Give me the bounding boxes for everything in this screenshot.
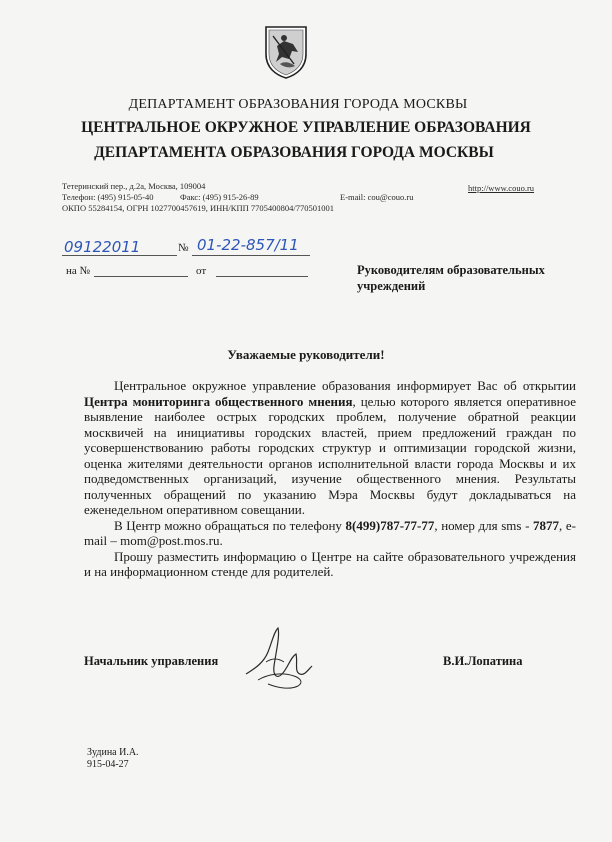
contact-email: E-mail: cou@couo.ru: [340, 192, 414, 202]
contact-url[interactable]: http://www.couo.ru: [468, 183, 535, 193]
sms-number: 7877: [533, 517, 560, 533]
addressee-line-2: учреждений: [357, 279, 426, 293]
contact-codes: ОКПО 55284154, ОГРН 1027700457619, ИНН/КПП 7705400804/770501001: [62, 203, 334, 213]
center-name: Центра мониторинга общественного мнения: [84, 393, 353, 409]
signer-title: Начальник управления: [84, 654, 219, 668]
addressee-line-1: Руководителям образовательных: [357, 263, 545, 277]
department-name: ДЕПАРТАМЕНТ ОБРАЗОВАНИЯ ГОРОДА МОСКВЫ: [128, 97, 468, 112]
date-underline: [62, 255, 177, 256]
number-prefix: №: [178, 242, 189, 254]
reference-number-line: [94, 276, 188, 277]
contact-phone: Телефон: (495) 915-05-40: [62, 192, 154, 202]
outgoing-date: 09122011: [64, 238, 141, 256]
center-phone: 8(499)787-77-77: [345, 517, 435, 533]
paragraph-2: В Центр можно обращаться по телефону 8(499)787-77-77, номер для sms - 7877, e-mail – mom@post.mos.ru.: [84, 517, 576, 548]
paragraph-3: Прошу разместить информацию о Центре на сайте образовательного учреждения и на информационном стенде для родителей.: [84, 548, 576, 579]
organization-parent: ДЕПАРТАМЕНТА ОБРАЗОВАНИЯ ГОРОДА МОСКВЫ: [94, 144, 494, 161]
executor-phone: 915-04-27: [87, 759, 129, 770]
executor-block: [87, 747, 139, 771]
number-underline: [192, 255, 310, 256]
outgoing-number: 01-22-857/11: [197, 236, 299, 254]
reference-date-line: [216, 276, 308, 277]
handwritten-signature-icon: [238, 622, 318, 692]
addressee: [357, 262, 545, 294]
paragraph-1: Центральное окружное управление образования информирует Вас об открытии Центра мониторинга общественного мнения, целью которого является оперативное выявление наиболее острых городских проблем, получение обратной реакции москвичей на инициативы городских властей, прием предложений граждан по усовершенствованию работы городских структур и оптимизации городской жизни, оценка жителями деятельности органов исполнительной власти города Москвы и их подведомственных организаций, изучение общественного мнения. Результаты полученных обращений по указанию Мэра Москвы будут докладываться на еженедельном оперативном совещании.: [84, 378, 576, 517]
executor-name: Зудина И.А.: [87, 747, 139, 758]
reference-number-label: на №: [66, 265, 91, 277]
organization-name: ЦЕНТРАЛЬНОЕ ОКРУЖНОЕ УПРАВЛЕНИЕ ОБРАЗОВАНИЯ: [81, 119, 531, 136]
letter-body: [84, 378, 576, 580]
contact-address: Тетеринский пер., д.2а, Москва, 109004: [62, 181, 206, 191]
signer-name: В.И.Лопатина: [443, 654, 523, 668]
moscow-coat-of-arms-icon: [262, 24, 310, 80]
salutation: Уважаемые руководители!: [227, 347, 385, 362]
contacts-block: [62, 181, 582, 214]
contact-fax: Факс: (495) 915-26-89: [180, 192, 259, 202]
reference-date-label: от: [196, 265, 207, 277]
